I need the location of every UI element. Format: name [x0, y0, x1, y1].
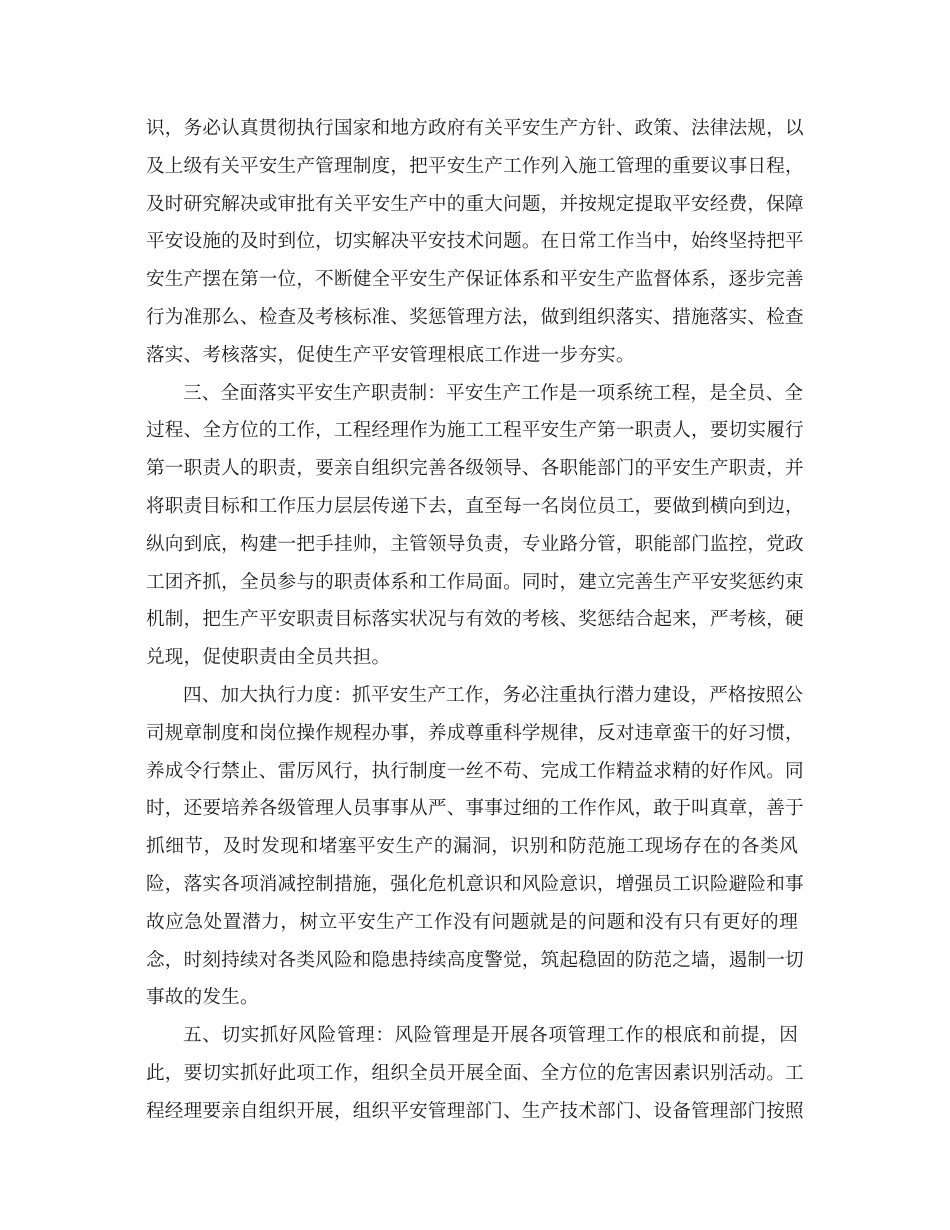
- paragraph: [146, 677, 804, 1017]
- text-line: 识，务必认真贯彻执行国家和地方政府有关平安生产方针、政策、法律法规，以: [146, 118, 804, 139]
- text-line: 四、加大执行力度：抓平安生产工作，务必注重执行潜力建设，严格按照公: [183, 684, 804, 706]
- text-line: 纵向到底，构建一把手挂帅，主管领导负责，专业路分管，职能部门监控，党政: [146, 533, 804, 555]
- text-line: 及上级有关平安生产管理制度，把平安生产工作列入施工管理的重要议事日程，: [146, 155, 804, 177]
- text-line: 养成令行禁止、雷厉风行，执行制度一丝不苟、完成工作精益求精的好作风。同: [146, 760, 804, 782]
- text-line: 平安设施的及时到位，切实解决平安技术问题。在日常工作当中，始终坚持把平: [146, 231, 804, 253]
- paragraph: [146, 110, 804, 375]
- text-line: 司规章制度和岗位操作规程办事，养成尊重科学规律，反对违章蛮干的好习惯，: [146, 722, 804, 744]
- text-line: 念，时刻持续对各类风险和隐患持续高度警觉，筑起稳固的防范之墙，遏制一切: [146, 949, 804, 971]
- text-line: 兑现，促使职责由全员共担。: [146, 647, 391, 669]
- paragraph: [146, 1017, 804, 1130]
- text-line: 机制，把生产平安职责目标落实状况与有效的考核、奖惩结合起来，严考核，硬: [146, 609, 804, 631]
- text-line: 及时研究解决或审批有关平安生产中的重大问题，并按规定提取平安经费，保障: [146, 193, 804, 215]
- text-line: 程经理要亲自组织开展，组织平安管理部门、生产技术部门、设备管理部门按照: [146, 1100, 804, 1122]
- text-line: 此，要切实抓好此项工作，组织全员开展全面、全方位的危害因素识别活动。工: [146, 1062, 804, 1084]
- document-page: [146, 110, 804, 1131]
- text-line: 抓细节，及时发现和堵塞平安生产的漏洞，识别和防范施工现场存在的各类风: [146, 836, 798, 858]
- text-line: 事故的发生。: [146, 987, 259, 1009]
- text-line: 故应急处置潜力，树立平安生产工作没有问题就是的问题和没有只有更好的理: [146, 911, 798, 933]
- text-line: 第一职责人的职责，要亲自组织完善各级领导、各职能部门的平安生产职责，并: [146, 458, 804, 480]
- text-line: 将职责目标和工作压力层层传递下去，直至每一名岗位员工，要做到横向到边，: [146, 495, 804, 517]
- text-line: 落实、考核落实，促使生产平安管理根底工作进一步夯实。: [146, 344, 635, 366]
- text-line: 时，还要培养各级管理人员事事从严、事事过细的工作作风，敢于叫真章，善于: [146, 798, 804, 820]
- paragraph: [146, 375, 804, 677]
- text-line: 安生产摆在第一位，不断健全平安生产保证体系和平安生产监督体系，逐步完善: [146, 269, 804, 291]
- document-body: [146, 110, 804, 1131]
- text-line: 行为准那么、检查及考核标准、奖惩管理方法，做到组织落实、措施落实、检查: [146, 306, 804, 328]
- text-line: 五、切实抓好风险管理：风险管理是开展各项管理工作的根底和前提，因: [183, 1025, 798, 1047]
- text-line: 险，落实各项消减控制措施，强化危机意识和风险意识，增强员工识险避险和事: [146, 873, 804, 895]
- text-line: 三、全面落实平安生产职责制：平安生产工作是一项系统工程，是全员、全: [183, 382, 804, 404]
- text-line: 工团齐抓，全员参与的职责体系和工作局面。同时，建立完善生产平安奖惩约束: [146, 571, 804, 593]
- text-line: 过程、全方位的工作，工程经理作为施工工程平安生产第一职责人，要切实履行: [146, 420, 804, 442]
